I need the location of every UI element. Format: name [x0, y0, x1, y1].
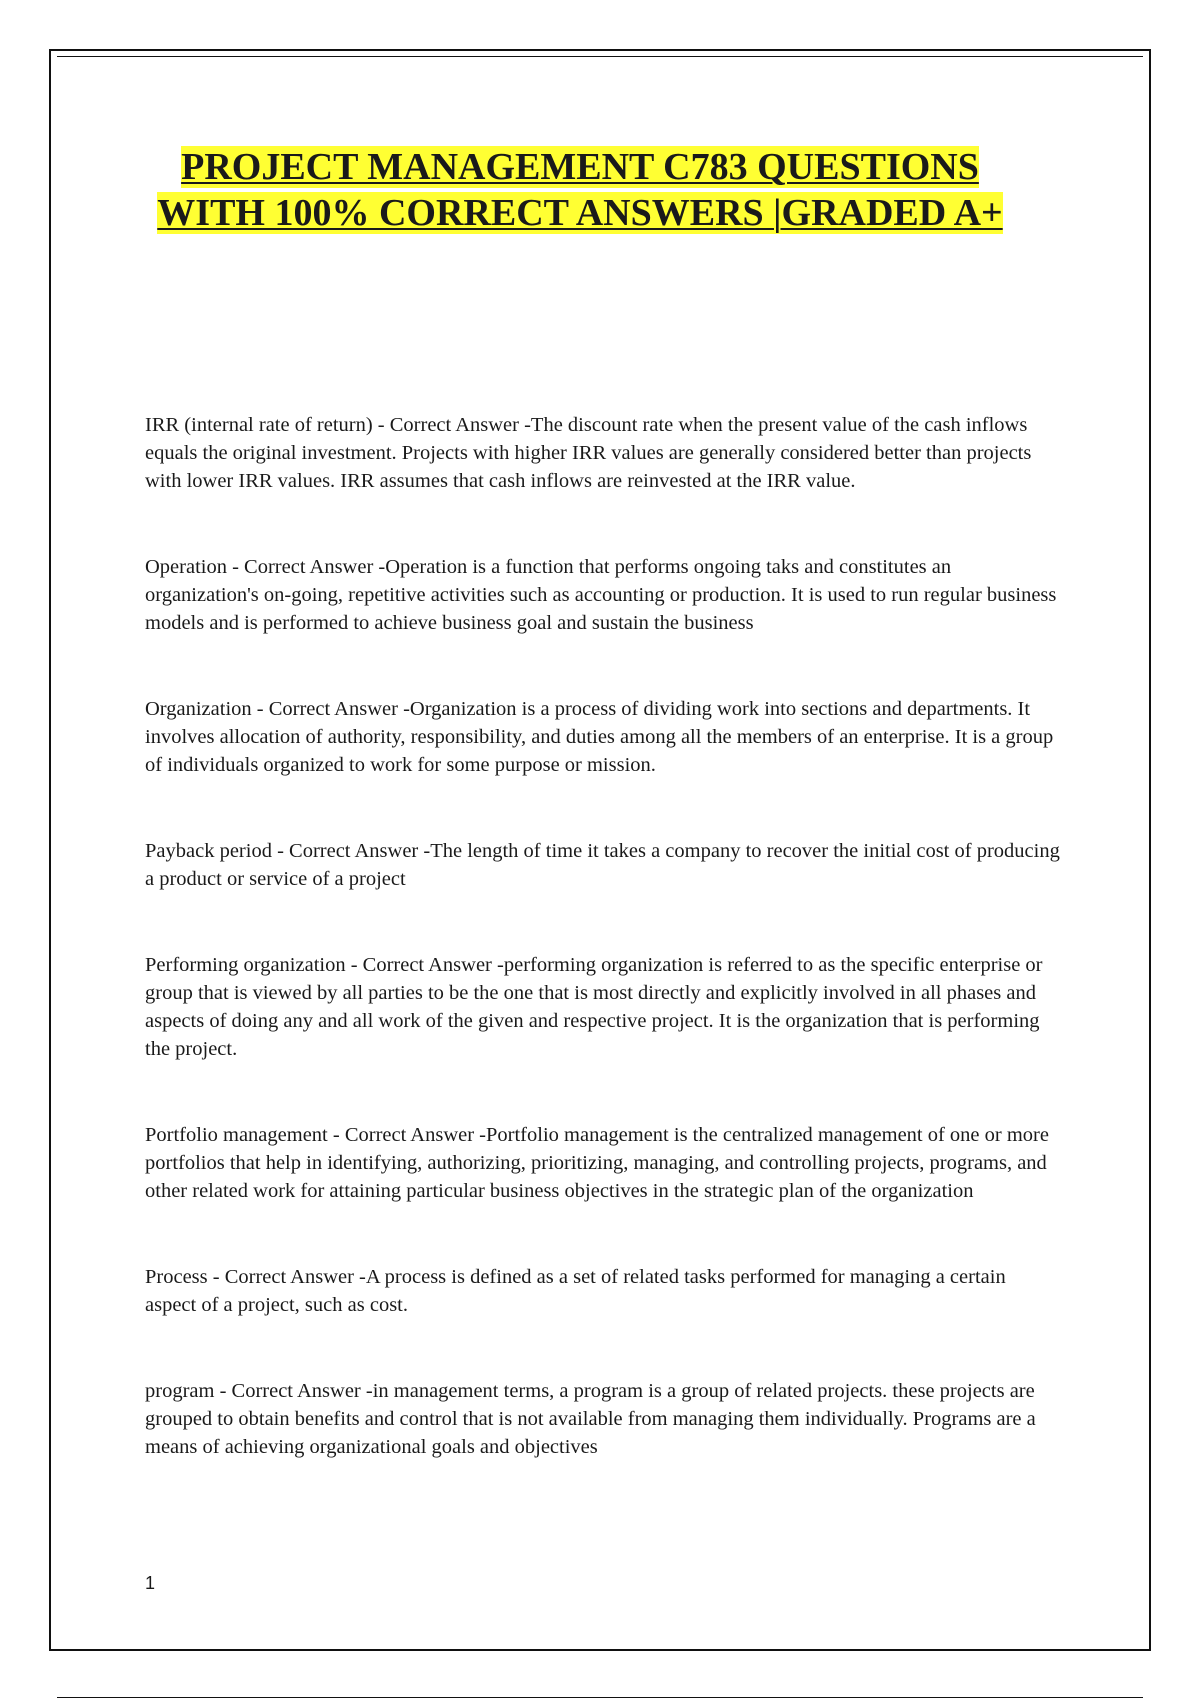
entry-portfolio-management: Portfolio management - Correct Answer -Portfolio management is the centralized management of one or more portfolios that help in identifying, authorizing, prioritizing, managing, and controlling projects, programs, and other related work for attaining particular business objectives in the strategic plan of the organization: [145, 1124, 1049, 1202]
entry-performing-organization: Performing organization - Correct Answer -performing organization is referred to as the specific enterprise or group that is viewed by all parties to be the one that is most directly and explicitly involved in all phases and aspects of doing any and all work of the given and respective project. It is the organization that is performing the project.: [145, 954, 1043, 1060]
entry-irr: IRR (internal rate of return) - Correct Answer -The discount rate when the present value of the cash inflows equals the original investment. Projects with higher IRR values are generally considered better than projects with lower IRR values. IRR assumes that cash inflows are reinvested at the IRR value.: [145, 414, 1032, 492]
document-title-text: PROJECT MANAGEMENT C783 QUESTIONS WITH 100% CORRECT ANSWERS |GRADED A+: [157, 146, 1003, 234]
bottom-rule: [57, 1697, 1143, 1698]
page-number: 1: [145, 1573, 156, 1593]
entry-organization: Organization - Correct Answer -Organization is a process of dividing work into sections and departments. It involves allocation of authority, responsibility, and duties among all the members of an enterprise. It is a group of individuals organized to work for some purpose or mission.: [145, 698, 1054, 776]
entry-program: program - Correct Answer -in management terms, a program is a group of related projects. these projects are grouped to obtain benefits and control that is not available from managing them individually. Programs are a means of achieving organizational goals and objectives: [145, 1380, 1036, 1458]
entry-process: Process - Correct Answer -A process is defined as a set of related tasks performed for managing a certain aspect of a project, such as cost.: [145, 1266, 1006, 1316]
entry-payback-period: Payback period - Correct Answer -The length of time it takes a company to recover the initial cost of producing a product or service of a project: [145, 840, 1060, 890]
entry-operation: Operation - Correct Answer -Operation is a function that performs ongoing taks and constitutes an organization's on-going, repetitive activities such as accounting or production. It is used to run regular business models and is performed to achieve business goal and sustain the business: [145, 556, 1057, 634]
document-title: [130, 144, 1030, 236]
entry-list: [145, 411, 1060, 1461]
